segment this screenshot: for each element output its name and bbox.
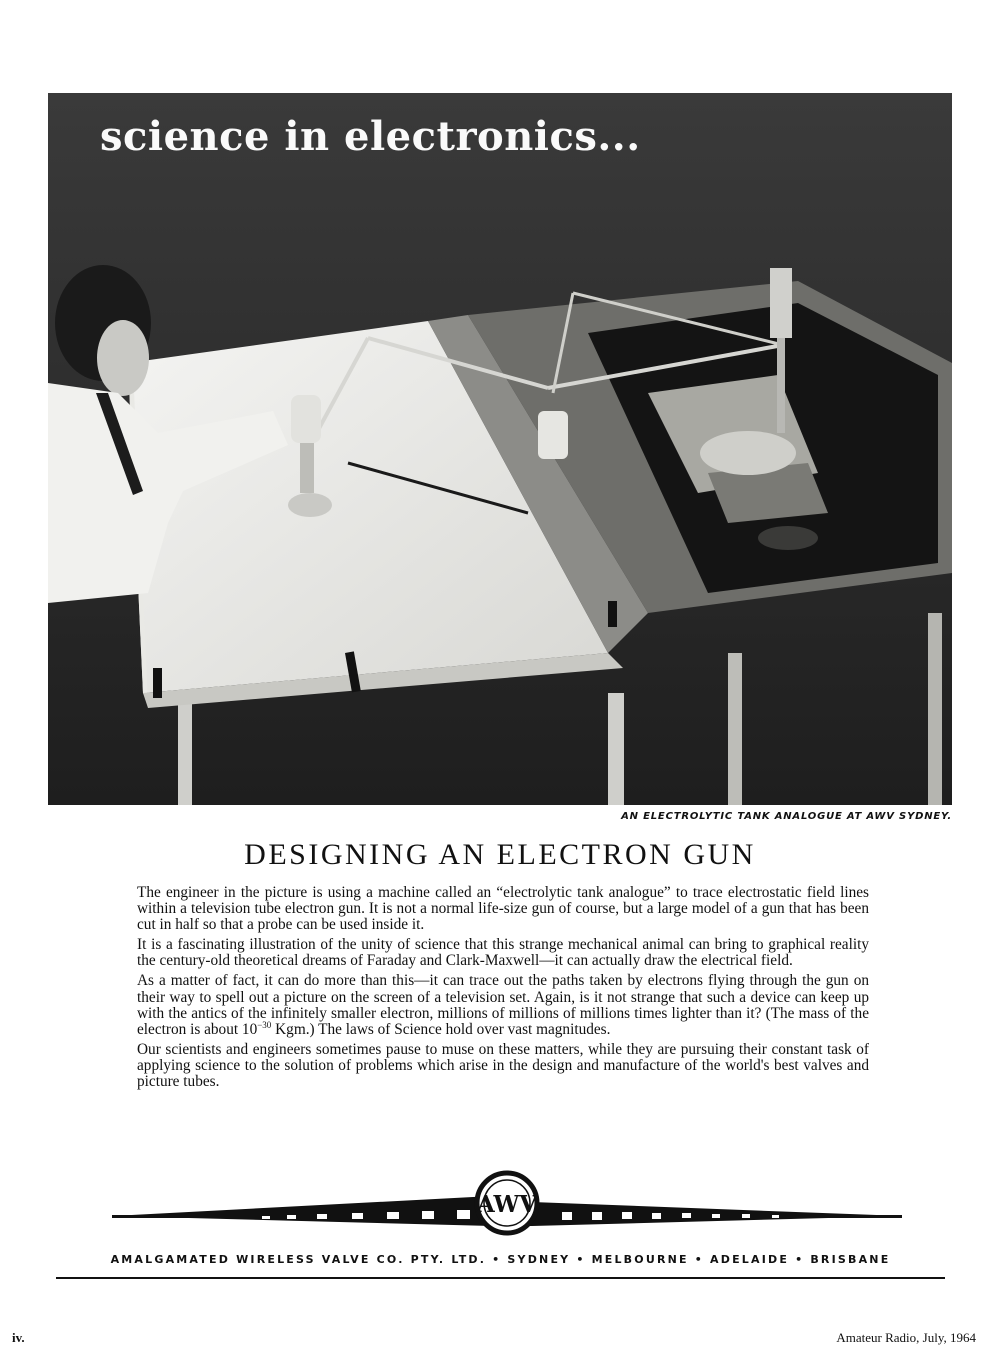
paragraph: The engineer in the picture is using a machine called an “electrolytic tank analogue” to trace electrostatic field lines within a television tube electron gun. It is not a normal life-size gun of course, but a large model of a gun that has been cut in half so that a probe can be used inside it. (137, 884, 869, 934)
paragraph-text: Kgm.) The laws of Science hold over vast magnitudes. (271, 1020, 611, 1038)
exponent: −30 (257, 1019, 272, 1030)
running-footer: Amateur Radio, July, 1964 (836, 1330, 976, 1345)
article-title: DESIGNING AN ELECTRON GUN (244, 838, 756, 871)
paragraph-text: As a matter of fact, it can do more than this—it can trace out the paths taken by electrons flying through the gun on their way to spell out a picture on the screen of a television set. Again, is it not strange that such a device can keep up with the antics of the infinitely smaller electron, millions of millions of millions times lighter than it? (The mass of the electron is about 10 (137, 972, 869, 1038)
photograph (48, 93, 952, 805)
photo-illustration (48, 93, 952, 805)
photo-headline: science in electronics... (100, 113, 641, 160)
article-body (137, 885, 869, 1094)
company-address-line: AMALGAMATED WIRELESS VALVE CO. PTY. LTD. • SYDNEY • MELBOURNE • ADELAIDE • BRISBANE (110, 1253, 891, 1266)
paragraph (137, 973, 869, 1037)
photo-caption: AN ELECTROLYTIC TANK ANALOGUE AT AWV SYDNEY. (621, 811, 952, 822)
divider (56, 1277, 945, 1279)
factory-banner (112, 1168, 902, 1238)
paragraph: It is a fascinating illustration of the unity of science that this strange mechanical animal can bring to graphical reality the century-old theoretical dreams of Faraday and Clark-Maxwell—it can actually draw the electrical field. (137, 936, 869, 970)
page-number: iv. (12, 1330, 25, 1345)
paragraph: Our scientists and engineers sometimes pause to muse on these matters, while they are pursuing their constant task of applying science to the solution of problems which arise in the design and manufacture of the world's best valves and picture tubes. (137, 1040, 869, 1091)
awv-logo: AWV (476, 1191, 538, 1218)
